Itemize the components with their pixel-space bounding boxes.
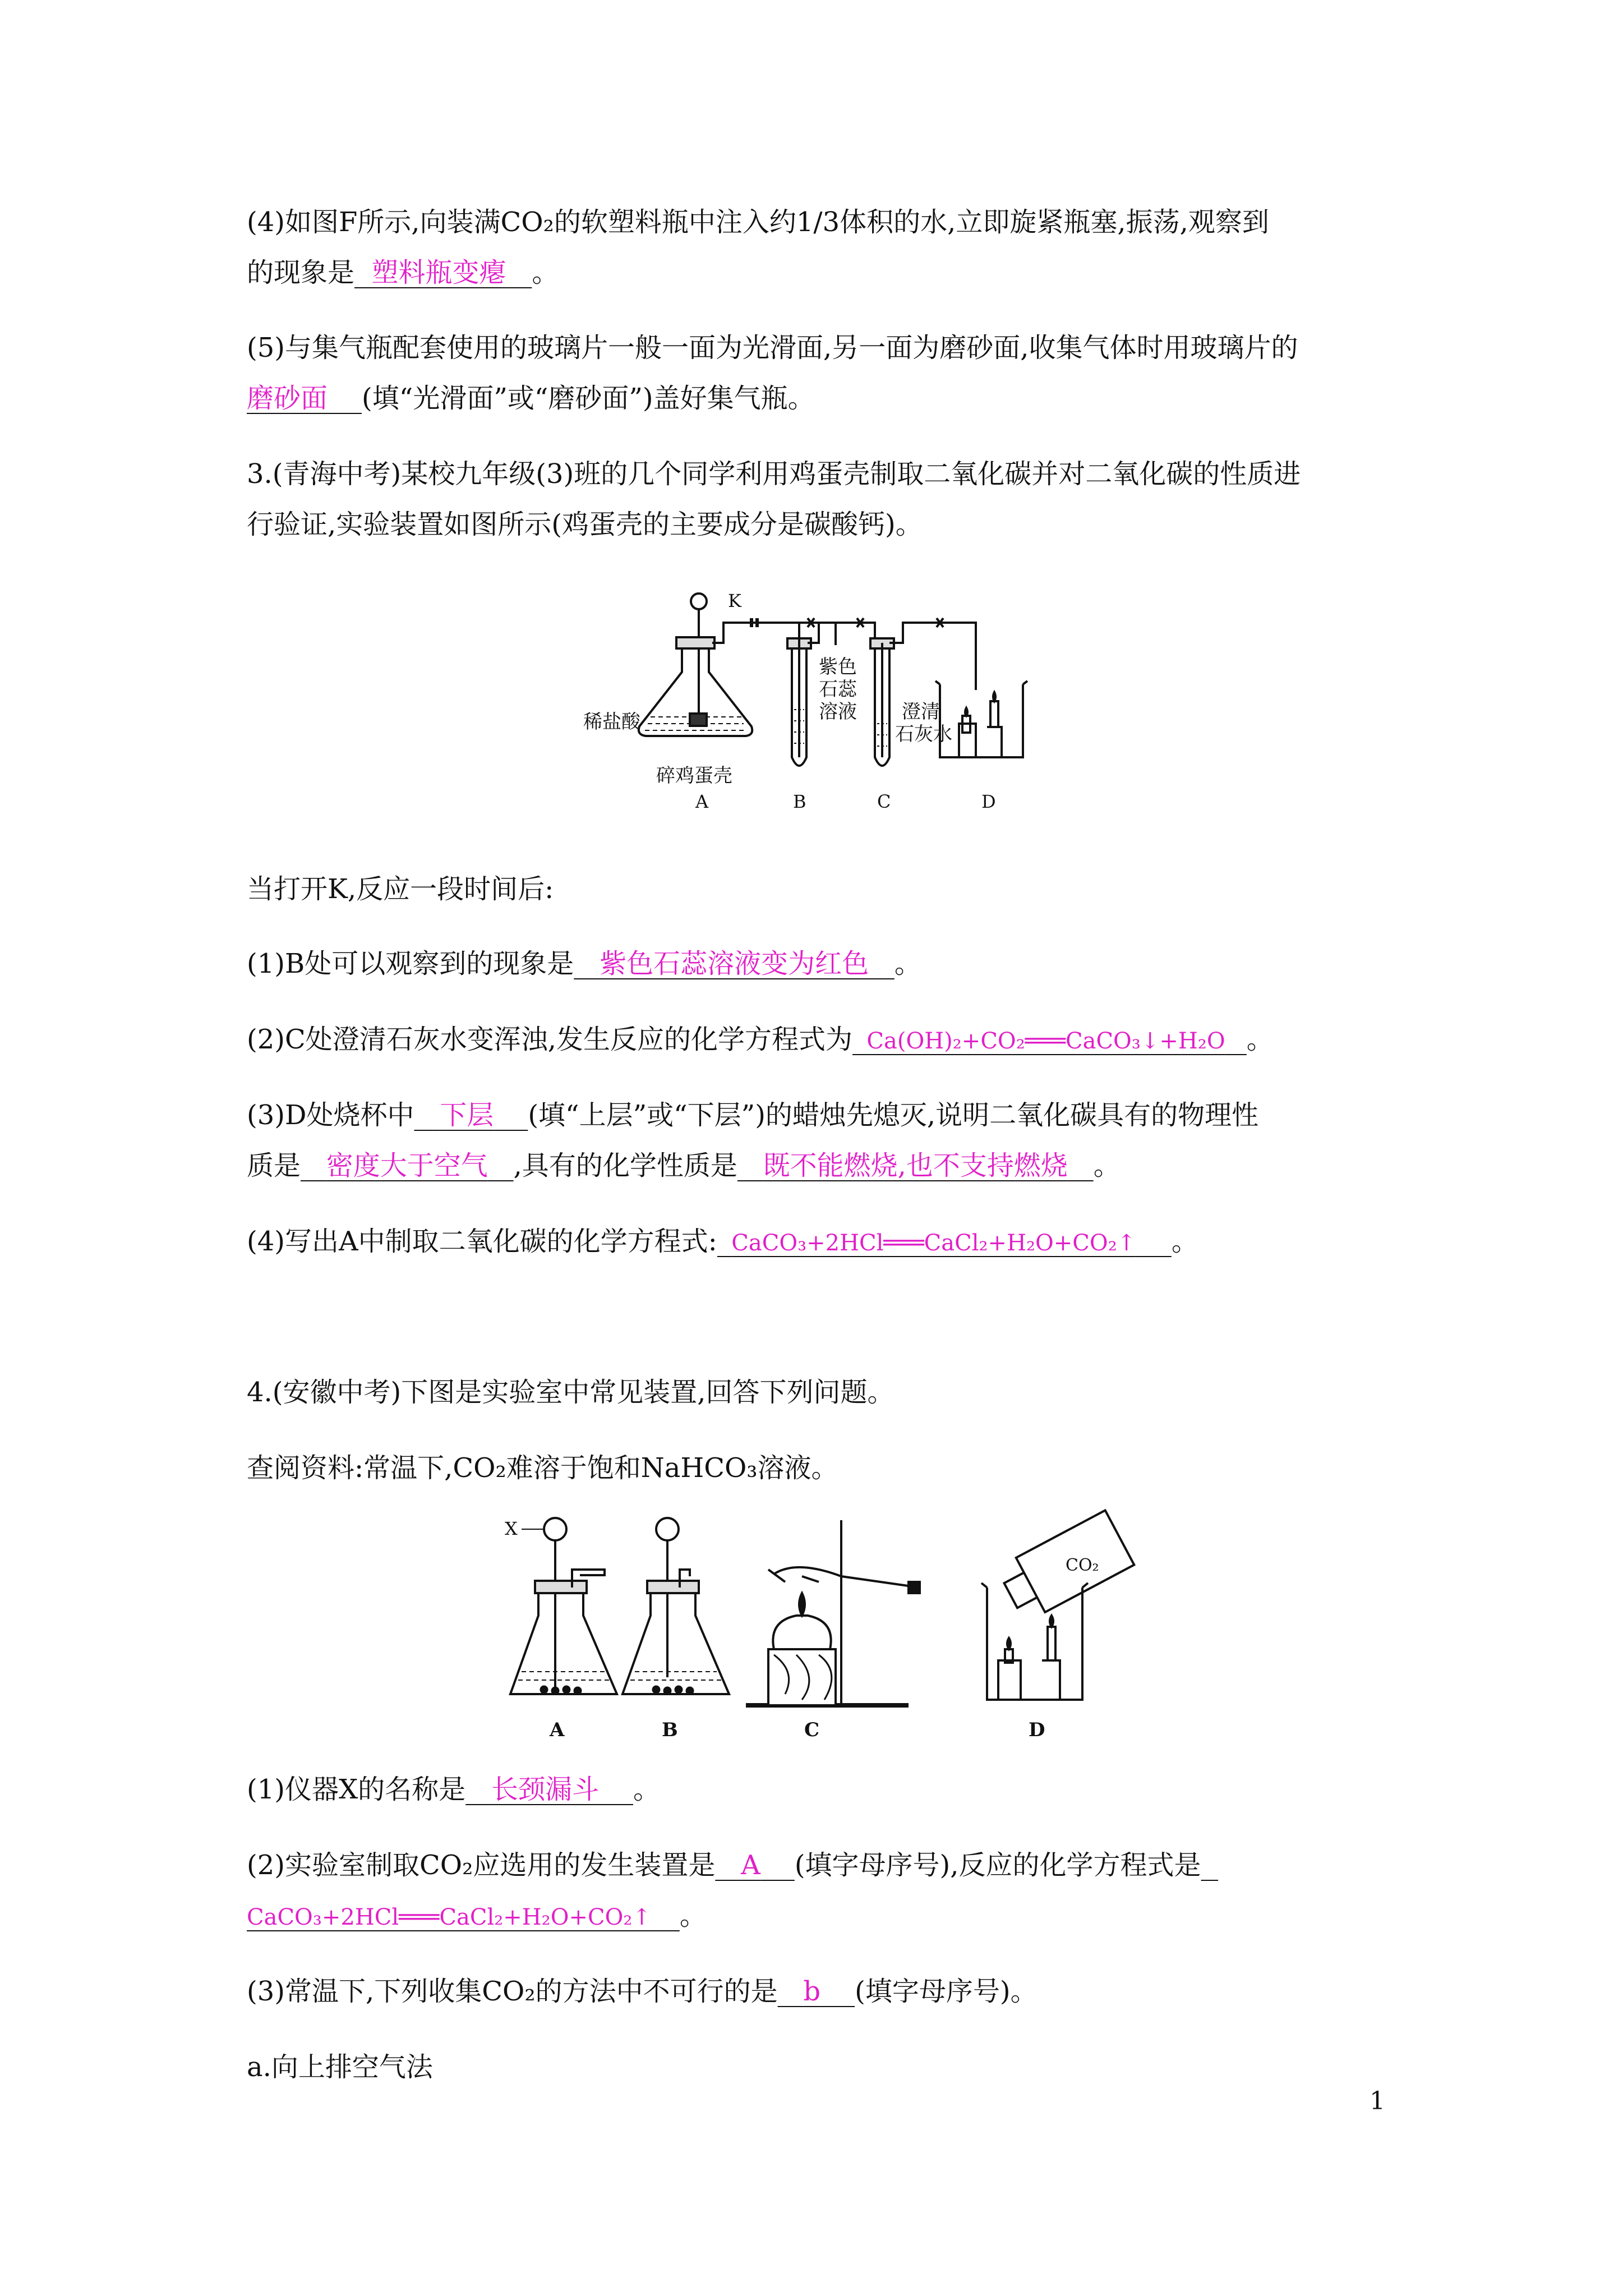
part-a-label-q4: A	[550, 1719, 565, 1741]
q3-s3-answer1: 下层	[440, 1099, 494, 1131]
q3-s4: (4)写出A中制取二氧化碳的化学方程式: CaCO₃+2HCl═══CaCl₂+H₂O+CO₂↑ 。	[247, 1226, 1198, 1257]
q2-5-line1: (5)与集气瓶配套使用的玻璃片一般一面为光滑面,另一面为磨砂面,收集气体时用玻璃片的	[247, 332, 1298, 364]
litmus-label-3: 溶液	[819, 701, 857, 723]
q3-s3-line1: (3)D处烧杯中 下层 (填“上层”或“下层”)的蜡烛先熄灭,说明二氧化碳具有的物理性	[247, 1099, 1259, 1131]
funnel-x-label: X	[505, 1518, 518, 1539]
figure-co2-properties	[583, 589, 1054, 813]
acid-label: 稀盐酸	[583, 711, 640, 733]
q3-line1: 3.(青海中考)某校九年级(3)班的几个同学利用鸡蛋壳制取二氧化碳并对二氧化碳的性质进	[247, 458, 1301, 490]
q3-intro: 当打开K,反应一段时间后:	[247, 873, 554, 905]
q2-4-line2	[247, 256, 559, 289]
q3-s3-answer3: 既不能燃烧,也不支持燃烧	[763, 1150, 1068, 1181]
funnel-bulb-icon	[691, 593, 707, 609]
figure-lab-apparatus	[505, 1509, 1138, 1745]
alcohol-lamp-icon	[773, 1616, 831, 1649]
litmus-label-2: 石蕊	[819, 678, 857, 701]
part-d-label: D	[981, 791, 996, 812]
q3-s2: (2)C处澄清石灰水变浑浊,发生反应的化学方程式为 Ca(OH)₂+CO₂═══CaCO₃↓+H₂O 。	[247, 1024, 1274, 1055]
q3-s2-answer: Ca(OH)₂+CO₂═══CaCO₃↓+H₂O	[866, 1028, 1225, 1054]
q4-s3-answer: b	[803, 1976, 821, 2007]
q4-s1-answer: 长颈漏斗	[491, 1774, 599, 1805]
q2-5-suffix: (填“光滑面”或“磨砂面”)盖好集气瓶。	[362, 383, 815, 414]
q3-s3-line2: 质是 密度大于空气 ,具有的化学性质是 既不能燃烧,也不支持燃烧 。	[247, 1150, 1121, 1181]
test-tube-c-icon	[774, 1567, 920, 1588]
q3-s1-answer: 紫色石蕊溶液变为红色	[600, 948, 869, 979]
candle-upper-icon	[990, 701, 998, 727]
flask-a-icon	[510, 1588, 617, 1694]
q3-s1: (1)B处可以观察到的现象是 紫色石蕊溶液变为红色 。	[247, 948, 921, 979]
litmus-label-1: 紫色	[819, 656, 857, 678]
beaker-d-icon	[935, 681, 1027, 757]
part-b-label: B	[793, 791, 806, 812]
q4-s1: (1)仪器X的名称是 长颈漏斗 。	[247, 1774, 661, 1805]
q3-s4-answer: CaCO₃+2HCl═══CaCl₂+H₂O+CO₂↑	[731, 1230, 1136, 1256]
funnel-b-icon	[656, 1518, 679, 1540]
co2-bottle-label: CO₂	[1066, 1556, 1099, 1575]
q4-option-a: a.向上排空气法	[247, 2051, 433, 2083]
part-b-label-q4: B	[662, 1719, 678, 1741]
q2-5-line2	[247, 381, 815, 415]
limewater-label-1: 澄清	[902, 701, 940, 723]
part-c-label-q4: C	[804, 1719, 820, 1741]
part-c-label: C	[877, 791, 891, 812]
q2-4-line1: (4)如图F所示,向装满CO₂的软塑料瓶中注入约1/3体积的水,立即旋紧瓶塞,振荡,观察到	[247, 206, 1269, 238]
q2-5-answer: 磨砂面	[247, 383, 328, 414]
q2-4-answer: 塑料瓶变瘪	[371, 257, 506, 288]
long-neck-funnel-icon	[544, 1518, 566, 1540]
part-a-label: A	[695, 791, 709, 812]
q3-s3-answer2: 密度大于空气	[326, 1150, 488, 1181]
limewater-label-2: 石灰水	[895, 723, 952, 746]
q4-s2-answer1: A	[741, 1849, 760, 1881]
page-number: 1	[1370, 2087, 1385, 2115]
q3-line2: 行验证,实验装置如图所示(鸡蛋壳的主要成分是碳酸钙)。	[247, 509, 923, 540]
q2-4-suffix: 。	[532, 257, 559, 288]
q4-s2-line1: (2)实验室制取CO₂应选用的发生装置是 A (填字母序号),反应的化学方程式是	[247, 1849, 1201, 1881]
valve-k-label: K	[728, 590, 741, 611]
q4-line1: 4.(安徽中考)下图是实验室中常见装置,回答下列问题。	[247, 1377, 895, 1408]
q4-s2-line2: CaCO₃+2HCl═══CaCl₂+H₂O+CO₂↑ 。	[247, 1900, 707, 1931]
q4-s2-answer2: CaCO₃+2HCl═══CaCl₂+H₂O+CO₂↑	[247, 1904, 651, 1930]
q4-info: 查阅资料:常温下,CO₂难溶于饱和NaHCO₃溶液。	[247, 1452, 838, 1484]
q2-4-prefix: 的现象是	[247, 257, 355, 288]
part-d-label-q4: D	[1029, 1719, 1045, 1741]
q4-s3: (3)常温下,下列收集CO₂的方法中不可行的是 b (填字母序号)。	[247, 1976, 1038, 2007]
flask-b-icon	[623, 1588, 729, 1694]
candle-upper-d-icon	[1048, 1627, 1055, 1660]
eggshell-label: 碎鸡蛋壳	[656, 765, 732, 787]
eggshell-icon	[690, 714, 707, 726]
